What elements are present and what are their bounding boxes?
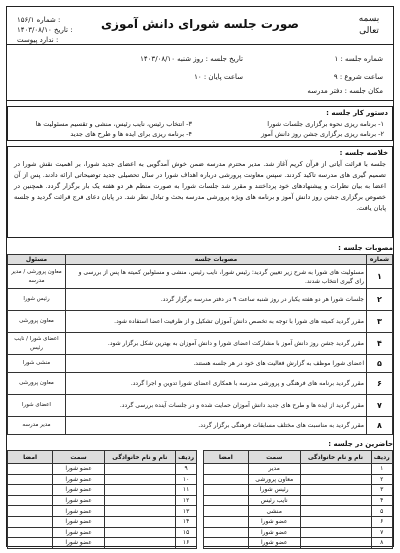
page-title: صورت جلسه شورای دانش آموزی xyxy=(101,17,299,31)
attendee-role: عضو شورا xyxy=(53,516,105,527)
table-row xyxy=(8,464,393,475)
summary-text: جلسه با قرائت آیاتی از قرآن کریم آغاز شد. مدیر محترم مدرسه ضمن خوش آمدگویی به اعضای جدید شورا، بر اهمیت نقش شورا در تصمیم گیری های مدرسه تاکید کردند. سپس معاونت پرورشی درباره اهداف شورا در سال تحصیلی جدید توضیحاتی ارائه دادند. پس از آن اعضا به بیان نظرات و پیشنهادهای خود پرداختند و مقرر شد جلسات شورا به صورت منظم هر دو هفته یک بار برگزار گردد. همچنین در خصوص برگزاری جشن روز دانش آموز و برنامه های ویژه پرورشی مدرسه بحث و تبادل نظر شد. در پایان دعای فرج قرائت گردید و جلسه پایان یافت. xyxy=(14,160,386,212)
responsible: اعضای شورا xyxy=(8,395,66,417)
attachment-value: ندارد xyxy=(39,36,54,44)
attendee-role: عضو شورا xyxy=(53,495,105,506)
attendee-name xyxy=(104,527,175,538)
attendee-row-number: ۶ xyxy=(371,516,393,527)
attendee-role: رئیس شورا xyxy=(248,485,300,496)
title-bar xyxy=(7,7,393,45)
table-row xyxy=(8,485,393,496)
attendee-name xyxy=(104,485,175,496)
agenda-heading: دستور کار جلسه : xyxy=(326,109,388,117)
attendee-name xyxy=(300,485,371,496)
attendee-signature xyxy=(8,538,53,549)
responsible: اعضای شورا / نایب رئیس xyxy=(8,333,66,355)
session-place: مکان جلسه : دفتر مدرسه xyxy=(307,87,383,95)
table-row xyxy=(8,265,393,289)
resolution-text: جلسات شورا هر دو هفته یکبار در روز شنبه ساعت ۹ در دفتر مدرسه برگزار گردد. xyxy=(66,289,367,311)
summary-section xyxy=(7,146,393,238)
attendee-signature xyxy=(203,527,248,538)
attendee-row-number: ۱۳ xyxy=(175,506,197,517)
attendee-role: عضو شورا xyxy=(53,474,105,485)
table-row xyxy=(8,506,393,517)
document-meta xyxy=(17,15,92,45)
responsible: منشی شورا xyxy=(8,355,66,373)
row-number: ۴ xyxy=(367,333,393,355)
attendee-role: عضو شورا xyxy=(248,516,300,527)
responsible: رئیس شورا xyxy=(8,289,66,311)
row-number: ۸ xyxy=(367,417,393,435)
attendee-row-number: ۱۲ xyxy=(175,495,197,506)
attendee-role: عضو شورا xyxy=(53,506,105,517)
col-name-header: نام و نام خانوادگی xyxy=(300,451,371,464)
column-gap xyxy=(197,516,203,527)
attendee-role: مدیر xyxy=(248,464,300,475)
resolution-text: مقرر گردید جشن روز دانش آموز با مشارکت اعضای شورا و دانش آموزان به بهترین شکل برگزار شود. xyxy=(66,333,367,355)
resolution-text: مقرر گردید کمیته های شورا با توجه به تخصص دانش آموزان تشکیل و از ظرفیت اعضا استفاده شود. xyxy=(66,311,367,333)
attendee-signature xyxy=(203,464,248,475)
attendee-row-number: ۱۵ xyxy=(175,527,197,538)
resolution-text: مسئولیت های شورا به شرح زیر تعیین گردید: رئیس شورا، نایب رئیس، منشی و مسئولین کمیته ها پس از بررسی و رای گیری انتخاب شدند. xyxy=(66,265,367,289)
col-role-header: سمت xyxy=(53,451,105,464)
attendee-name xyxy=(300,474,371,485)
col-responsible-header: مسئول xyxy=(8,255,66,265)
attendee-signature xyxy=(203,485,248,496)
column-gap xyxy=(197,495,203,506)
attendee-name xyxy=(104,506,175,517)
attendee-name xyxy=(104,516,175,527)
date-value: ۱۴۰۳/۰۸/۱۰ xyxy=(17,26,52,34)
attendee-row-number: ۱ xyxy=(371,464,393,475)
table-row xyxy=(8,474,393,485)
row-number: ۳ xyxy=(367,311,393,333)
attendee-name xyxy=(104,464,175,475)
table-row xyxy=(8,495,393,506)
col-sign-header: امضا xyxy=(203,451,248,464)
number-label: شماره : xyxy=(36,16,61,24)
attendee-row-number: ۱۶ xyxy=(175,538,197,549)
attendee-signature xyxy=(203,538,248,549)
attendee-role: عضو شورا xyxy=(248,527,300,538)
column-gap xyxy=(197,538,203,549)
attendees-heading: حاضرین در جلسه : xyxy=(328,440,393,448)
column-gap xyxy=(197,527,203,538)
agenda-section xyxy=(7,106,393,141)
date-label: تاریخ : xyxy=(54,26,73,34)
attendee-signature xyxy=(8,516,53,527)
row-number: ۶ xyxy=(367,373,393,395)
attendee-role: عضو شورا xyxy=(248,538,300,549)
resolutions-section xyxy=(7,244,393,434)
attendee-row-number: ۴ xyxy=(371,495,393,506)
agenda-item: ۲- برنامه ریزی برگزاری جشن روز دانش آموز xyxy=(261,130,384,138)
attendee-signature xyxy=(203,506,248,517)
col-role-header: سمت xyxy=(248,451,300,464)
resolution-text: مقرر گردید از ایده ها و طرح های جدید دانش آموزان حمایت شده و در جلسات آینده بررسی گردد. xyxy=(66,395,367,417)
attendees-table xyxy=(7,450,393,549)
attendee-name xyxy=(300,527,371,538)
attendee-signature xyxy=(8,506,53,517)
resolution-text: مقرر گردید به مناسبت های مختلف مسابقات فرهنگی برگزار گردد. xyxy=(66,417,367,435)
session-date: تاریخ جلسه : روز شنبه ۱۴۰۳/۰۸/۱۰ xyxy=(140,55,243,63)
attendee-row-number: ۷ xyxy=(371,527,393,538)
column-gap xyxy=(197,485,203,496)
column-gap xyxy=(197,464,203,475)
resolutions-heading: مصوبات جلسه : xyxy=(338,244,393,252)
attendee-signature xyxy=(8,495,53,506)
table-row xyxy=(8,289,393,311)
table-header-row xyxy=(8,255,393,265)
attendee-name xyxy=(104,538,175,549)
attendees-section xyxy=(7,440,393,547)
attendee-signature xyxy=(203,474,248,485)
session-number: شماره جلسه : ۱ xyxy=(334,55,383,63)
responsible: مدیر مدرسه xyxy=(8,417,66,435)
attendee-role: عضو شورا xyxy=(53,485,105,496)
attendee-row-number: ۱۱ xyxy=(175,485,197,496)
column-gap xyxy=(197,506,203,517)
table-row xyxy=(8,417,393,435)
col-sign-header: امضا xyxy=(8,451,53,464)
responsible: معاون پرورشی xyxy=(8,311,66,333)
attendee-name xyxy=(300,538,371,549)
summary-heading: خلاصه جلسه : xyxy=(339,149,388,157)
col-row-header: ردیف xyxy=(371,451,393,464)
table-row xyxy=(8,333,393,355)
row-number: ۵ xyxy=(367,355,393,373)
agenda-item: ۱- برنامه ریزی نحوه برگزاری جلسات شورا xyxy=(267,120,384,128)
col-name-header: نام و نام خانوادگی xyxy=(104,451,175,464)
attendee-role: عضو شورا xyxy=(53,464,105,475)
end-time: ساعت پایان : ۱۰ xyxy=(194,73,243,81)
table-row xyxy=(8,395,393,417)
table-row xyxy=(8,527,393,538)
attendee-row-number: ۱۰ xyxy=(175,474,197,485)
attendee-row-number: ۹ xyxy=(175,464,197,475)
column-gap xyxy=(197,451,203,464)
attendee-signature xyxy=(8,464,53,475)
responsible: معاون پرورشی xyxy=(8,373,66,395)
session-info xyxy=(7,45,393,101)
resolution-text: مقرر گردید برنامه های فرهنگی و پرورشی مدرسه با همکاری اعضای شورا تدوین و اجرا گردد. xyxy=(66,373,367,395)
attendee-signature xyxy=(8,474,53,485)
attendee-role: عضو شورا xyxy=(53,538,105,549)
agenda-item: ۴- برنامه ریزی برای ایده ها و طرح های جدید xyxy=(70,130,192,138)
start-time: ساعت شروع : ۹ xyxy=(333,73,383,81)
table-header-row xyxy=(8,451,393,464)
row-number: ۷ xyxy=(367,395,393,417)
attendee-signature xyxy=(8,527,53,538)
agenda-item: ۳- انتخاب رئیس، نایب رئیس، منشی و تقسیم مسئولیت ها xyxy=(35,120,192,128)
col-row-header: ردیف xyxy=(175,451,197,464)
attendee-role: معاون پرورشی xyxy=(248,474,300,485)
table-row xyxy=(8,311,393,333)
attendee-role: نایب رئیس xyxy=(248,495,300,506)
attendee-role: عضو شورا xyxy=(53,527,105,538)
table-row xyxy=(8,516,393,527)
attendee-signature xyxy=(203,516,248,527)
responsible: معاون پرورشی / مدیر مدرسه xyxy=(8,265,66,289)
attendee-signature xyxy=(203,495,248,506)
attendee-row-number: ۱۴ xyxy=(175,516,197,527)
attendee-signature xyxy=(8,485,53,496)
table-row xyxy=(8,538,393,549)
col-text-header: مصوبات جلسه xyxy=(66,255,367,265)
column-gap xyxy=(197,474,203,485)
attendee-row-number: ۳ xyxy=(371,485,393,496)
attendee-row-number: ۸ xyxy=(371,538,393,549)
row-number: ۱ xyxy=(367,265,393,289)
logo: بسمه تعالی xyxy=(358,14,380,36)
table-row xyxy=(8,373,393,395)
row-number: ۲ xyxy=(367,289,393,311)
attachment-label: پیوست : xyxy=(17,36,59,44)
attendee-role: منشی xyxy=(248,506,300,517)
table-row xyxy=(8,355,393,373)
attendee-name xyxy=(300,516,371,527)
attendee-name xyxy=(300,506,371,517)
attendee-name xyxy=(300,464,371,475)
number-value: ۱۵۶/۱ xyxy=(17,16,35,24)
resolutions-table xyxy=(7,254,393,435)
attendee-name xyxy=(104,495,175,506)
attendee-row-number: ۲ xyxy=(371,474,393,485)
attendee-row-number: ۵ xyxy=(371,506,393,517)
col-number-header: شماره xyxy=(367,255,393,265)
attendee-name xyxy=(104,474,175,485)
attendee-name xyxy=(300,495,371,506)
resolution-text: اعضای شورا موظف به گزارش فعالیت های خود در هر جلسه هستند. xyxy=(66,355,367,373)
